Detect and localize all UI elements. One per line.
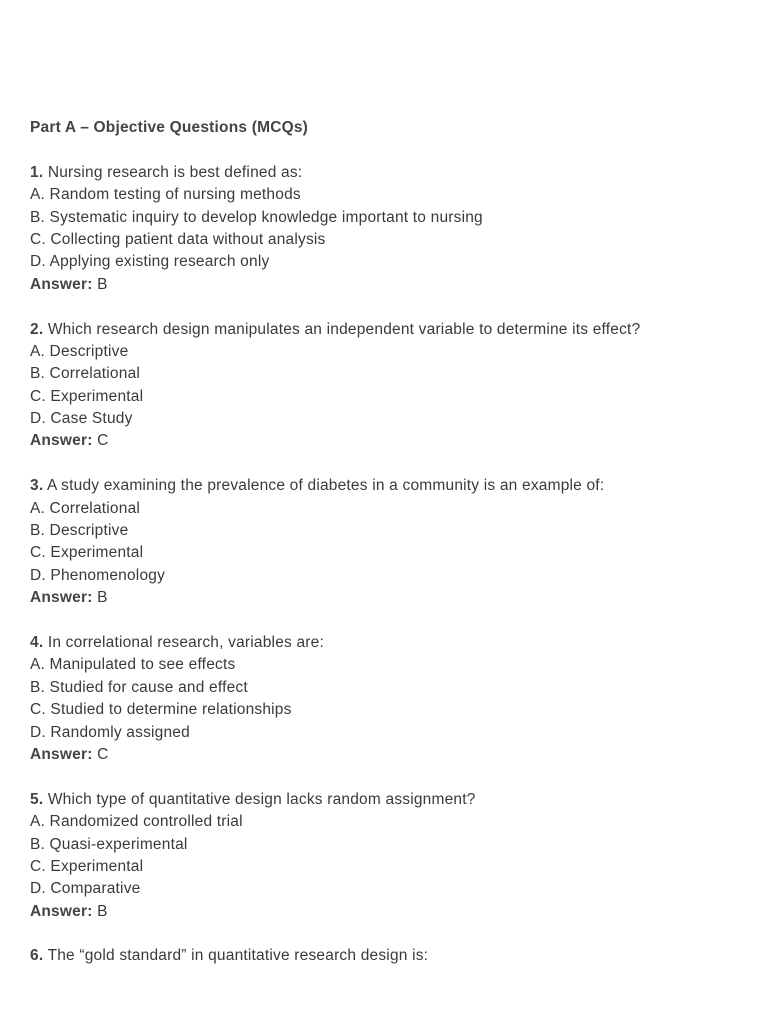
question-number: 3. [30,477,44,495]
option: D. Comparative [30,880,141,898]
option: C. Experimental [30,857,144,875]
option: B. Systematic inquiry to develop knowledge important to nursing [30,208,483,226]
option: B. Quasi-experimental [30,835,188,853]
option: A. Correlational [30,499,141,517]
answer-value: B [97,589,108,607]
spacer [30,610,750,632]
answer-value: B [97,902,108,920]
answer-line [30,430,750,452]
option: C. Experimental [30,544,144,562]
spacer [30,296,750,318]
question-block [30,789,750,923]
question-number: 1. [30,163,44,181]
spacer [30,766,750,788]
answer-label: Answer: [30,902,93,920]
answer-value: C [97,745,109,763]
option: C. Collecting patient data without analysis [30,230,326,248]
section-heading: Part A – Objective Questions (MCQs) [30,119,309,136]
option: B. Correlational [30,365,141,383]
spacer [30,139,750,161]
question-block [30,162,750,296]
answer-line [30,901,750,923]
document-body [30,117,750,968]
answer-label: Answer: [30,589,93,607]
question-stem [30,319,750,341]
question-stem [30,945,750,967]
question-text: The “gold standard” in quantitative research design is: [47,947,429,965]
question-stem [30,475,750,497]
question-block [30,319,750,453]
option: A. Descriptive [30,342,129,360]
question-block [30,475,750,609]
option: D. Applying existing research only [30,253,270,271]
question-text: Which type of quantitative design lacks random assignment? [47,790,476,808]
question-number: 2. [30,320,44,338]
answer-value: B [97,275,108,293]
question-number: 4. [30,633,44,651]
option: A. Random testing of nursing methods [30,186,301,204]
option: D. Case Study [30,410,133,428]
option: C. Studied to determine relationships [30,701,292,719]
option: B. Descriptive [30,522,129,540]
question-text: Nursing research is best defined as: [47,163,303,181]
option: B. Studied for cause and effect [30,678,248,696]
question-stem [30,789,750,811]
spacer [30,923,750,945]
answer-label: Answer: [30,745,93,763]
option: A. Manipulated to see effects [30,656,236,674]
question-number: 5. [30,790,44,808]
question-text: Which research design manipulates an independent variable to determine its effect? [47,320,641,338]
question-stem [30,162,750,184]
question-text: In correlational research, variables are: [47,633,324,651]
question-block [30,632,750,766]
answer-label: Answer: [30,275,93,293]
answer-line [30,587,750,609]
question-block [30,945,750,967]
answer-line [30,744,750,766]
question-text: A study examining the prevalence of diabetes in a community is an example of: [46,477,605,495]
option: A. Randomized controlled trial [30,813,243,831]
answer-line [30,274,750,296]
question-stem [30,632,750,654]
option: C. Experimental [30,387,144,405]
question-number: 6. [30,947,44,965]
option: D. Randomly assigned [30,723,190,741]
answer-value: C [97,432,109,450]
spacer [30,453,750,475]
answer-label: Answer: [30,432,93,450]
option: D. Phenomenology [30,566,166,584]
